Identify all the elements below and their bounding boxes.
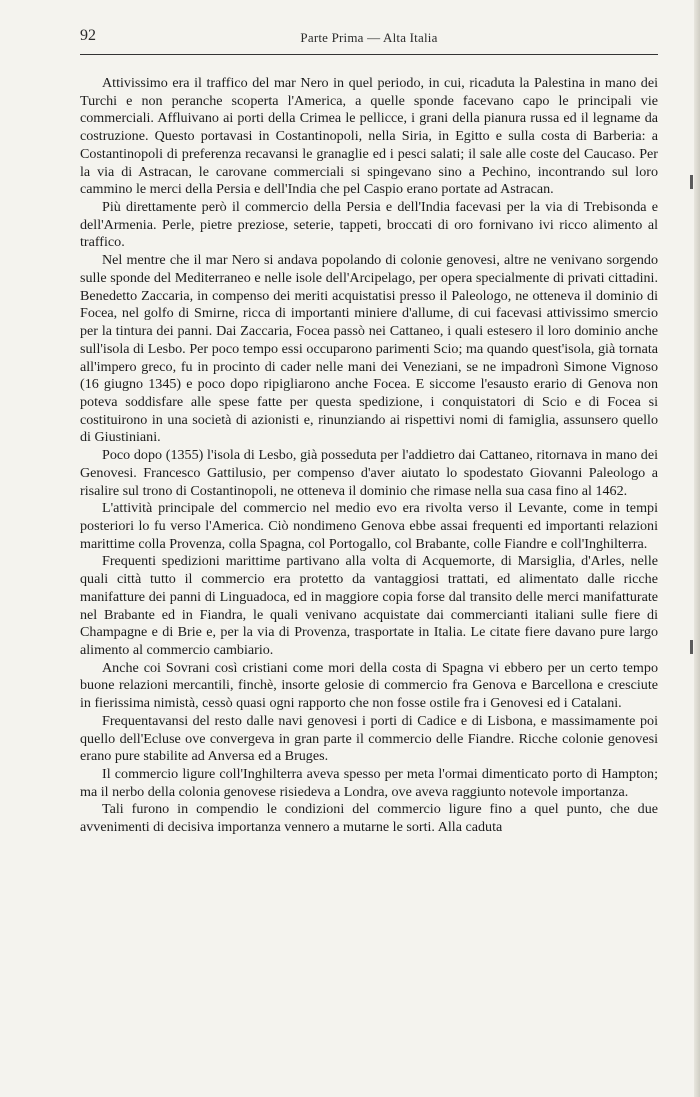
paragraph-conclusion: Tali furono in compendio le condizioni del commercio ligure fino a quel punto, che due avvenimenti di decisiva importanza vennero a mutarne le sorti. Alla caduta [80,801,658,836]
paragraph-mediterranean-colonies: Nel mentre che il mar Nero si andava popolando di colonie genovesi, altre ne venivano sorgendo sulle sponde del Mediterraneo e nelle isole dell'Arcipelago, per opera specialmente di privati cittadini. Benedetto Zaccaria, in compenso dei meriti acquistatisi presso il Paleologo, ne otteneva il dominio di Focea, nel golfo di Smirne, ricca di importanti miniere d'allume, di cui facevasi attivissimo smercio per la tintura dei panni. Dai Zaccaria, Focea passò nei Cattaneo, i quali estesero il loro dominio anche sull'isola di Lesbo. Per poco tempo essi occuparono parimenti Scio; ma quando quest'isola, già tornata all'impero greco, fu in procinto di cader nelle mani dei Veneziani, se ne impadronì Simone Vignoso (16 giugno 1345) e poco dopo ripigliarono anche Focea. E siccome l'esausto erario di Genova non poteva soddisfare alle spese fatte per questa spedizione, i conquistatori di Scio e di Focea si costituirono in una società di azionisti e, rinunziando ai rispettivi nomi di famiglia, assunsero quello di Giustiniani. [80,252,658,446]
paragraph-persia-india-trade: Più direttamente però il commercio della Persia e dell'India facevasi per la via di Trebisonda e dell'Armenia. Perle, pietre preziose, seterie, tappeti, broccati di oro fornivano ivi ricco alimento al traffico. [80,199,658,251]
running-title: Parte Prima — Alta Italia [300,30,438,45]
body-text [80,75,658,837]
paragraph-provence-expeditions: Frequenti spedizioni marittime partivano alla volta di Acquemorte, di Marsiglia, d'Arles, nelle quali città tutto il commercio era protetto da vantaggiosi trattati, ed alimentato dalle ricche manifatture dei panni di Linguadoca, ed in maggiore copia forse dal transito delle merci manifatturate nel Brabante ed in Fiandra, le quali venivano acquistate dai commercianti italiani sulle fiere di Champagne e di Brie e, per la via di Provenza, trasportate in Italia. Le citate fiere davano pure largo alimento al commercio cambiario. [80,553,658,658]
paragraph-lesbo: Poco dopo (1355) l'isola di Lesbo, già posseduta per l'addietro dai Cattaneo, ritornava in mano dei Genovesi. Francesco Gattilusio, per compenso d'aver aiutato lo spodestato Giovanni Paleologo a risalire sul trono di Costantinopoli, ne otteneva il dominio che rimase nella sua casa fino al 1462. [80,447,658,499]
paragraph-england-trade: Il commercio ligure coll'Inghilterra aveva spesso per meta l'ormai dimenticato porto di Hampton; ma il nerbo della colonia genovese risiedeva a Londra, ove aveva raggiunto notevole importanza. [80,766,658,800]
paragraph-black-sea-trade: Attivissimo era il traffico del mar Nero in quel periodo, in cui, ricaduta la Palestina in mano dei Turchi e non peranche scoperta l'America, a quelle sponde facevano capo le principali vie commerciali. Affluivano ai porti della Crimea le pellicce, i grani della pianura russa ed il legname da costruzione. Questo portavasi in Costantinopoli, nella Siria, in Egitto e sulla costa di Barberia: a Costantinopoli di preferenza recavansi le granaglie ed i pesci salati; il sale alle coste del Caucaso. Per la via di Astracan, le carovane commerciali si spingevano sino a Pechino, incontrando sul loro cammino le merci della Persia e dell'India che pel Caspio erano portate ad Astracan. [80,75,658,198]
header-rule [80,54,658,55]
paragraph-spain-relations: Anche coi Sovrani così cristiani come mori della costa di Spagna vi ebbero per un certo tempo buone relazioni mercantili, finchè, insorte gelosie di commercio fra Genova e Barcellona e cresciute in fierissima nimistà, cessò quasi ogni rapporto che non fosse ostile fra i Genovesi ed i Catalani. [80,659,658,712]
margin-mark [690,175,693,189]
paragraph-levant-commerce: L'attività principale del commercio nel medio evo era rivolta verso il Levante, come in tempi posteriori lo fu verso l'America. Ciò nondimeno Genova ebbe assai frequenti ed importanti relazioni marittime colla Provenza, colla Spagna, col Portogallo, col Brabante, colle Fiandre e coll'Inghilterra. [80,500,658,552]
page-edge [694,0,700,1097]
paragraph-cadiz-lisbon: Frequentavansi del resto dalle navi genovesi i porti di Cadice e di Lisbona, e massimamente poi quello dell'Ecluse ove convergeva in gran parte il commercio delle Fiandre. Ricche colonie genovesi erano pure stabilite ad Anversa ed a Bruges. [80,712,658,765]
running-head [80,27,658,51]
page-number: 92 [80,27,96,44]
margin-mark [690,640,693,654]
